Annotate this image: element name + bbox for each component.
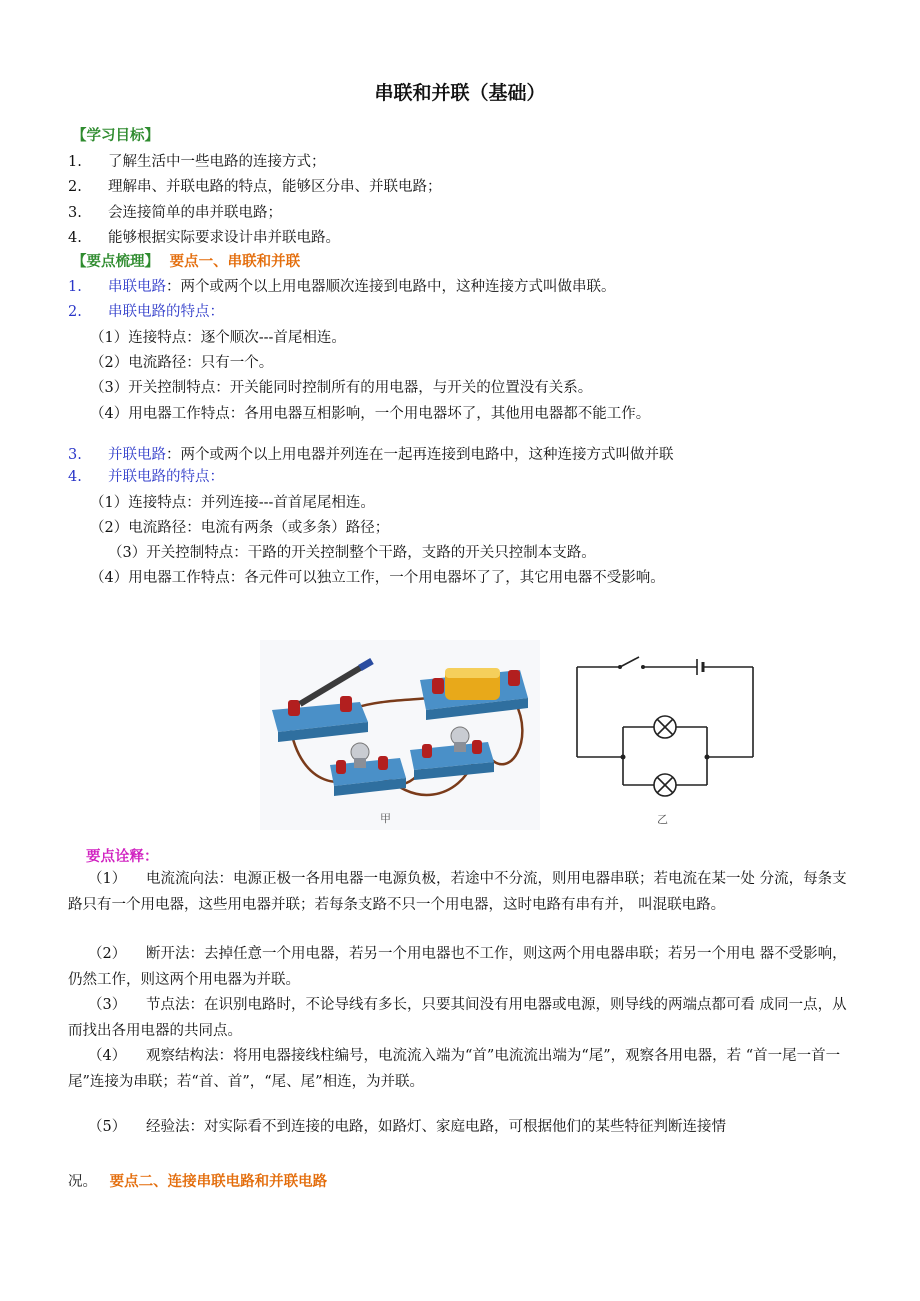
summary-heading: 【要点梳理】 [72, 254, 159, 270]
figure-label-left: 甲 [380, 812, 391, 825]
point1-heading: 要点一、串联和并联 [169, 254, 301, 270]
point2-heading: 要点二、连接串联电路和并联电路 [109, 1174, 328, 1190]
lamp-symbol [654, 774, 676, 796]
series-feature: （2）电流路径：只有一个。 [90, 355, 274, 371]
series-feature: （1）连接特点：逐个顺次---首尾相连。 [90, 330, 346, 346]
series-definition: 1. 串联电路：两个或两个以上用电器顺次连接到电路中，这种连接方式叫做串联。 [68, 279, 616, 295]
figure-label-right: 乙 [657, 813, 668, 826]
goal-item: 1. 了解生活中一些电路的连接方式； [68, 154, 326, 170]
summary-line [72, 250, 300, 271]
explain-heading: 要点诠释： [86, 849, 159, 865]
explanation-item: （4） 观察结构法：将用电器接线柱编号，电流流入端为“首”电流流出端为“尾”，观察各用电器，若 “首一尾一首一尾”连接为串联；若“首、首”，“尾、尾”相连，为并联。 [68, 1048, 841, 1090]
series-features-heading: 2. 串联电路的特点： [68, 304, 224, 320]
goal-item: 3. 会连接简单的串并联电路； [68, 205, 282, 221]
goals-heading: 【学习目标】 [72, 128, 159, 144]
parallel-definition: 3. 并联电路：两个或两个以上用电器并列连在一起再连接到电路中，这种连接方式叫做并联 [68, 447, 674, 463]
series-feature: （4）用电器工作特点：各用电器互相影响，一个用电器坏了，其他用电器都不能工作。 [90, 406, 651, 422]
parallel-feature: （3）开关控制特点：干路的开关控制整个干路，支路的开关只控制本支路。 [108, 545, 596, 561]
explanation-item: （5） 经验法：对实际看不到连接的电路，如路灯、家庭电路，可根据他们的某些特征判断连接情 [88, 1119, 726, 1135]
explanation-item: （1） 电流流向法：电源正极一各用电器一电源负极，若途中不分流，则用电器串联；若电流在某一处 分流，每条支路只有一个用电器，这些用电器并联；若每条支路不只一个用电器，这时电路有串有并， 叫混联电路。 [68, 871, 847, 913]
page-title: 串联和并联（基础） [374, 82, 546, 104]
parallel-feature: （4）用电器工作特点：各元件可以独立工作，一个用电器坏了了，其它用电器不受影响。 [90, 570, 665, 586]
parallel-feature: （1）连接特点：并列连接---首首尾尾相连。 [90, 495, 375, 511]
explanation-item: （3） 节点法：在识别电路时，不论导线有多长，只要其间没有用电器或电源，则导线的两端点都可看 成同一点，从而找出各用电器的共同点。 [68, 997, 847, 1039]
circuit-diagram-figure [565, 645, 765, 830]
parallel-features-heading: 4. 并联电路的特点： [68, 469, 224, 485]
goal-item: 4. 能够根据实际要求设计串并联电路。 [68, 230, 340, 246]
explanation-item: （2） 断开法：去掉任意一个用电器，若另一个用电器也不工作，则这两个用电器串联；若另一个用电 器不受影响，仍然工作，则这两个用电器为并联。 [68, 946, 847, 988]
last-line: 况。 要点二、连接串联电路和并联电路 [68, 1174, 328, 1190]
goal-item: 2. 理解串、并联电路的特点，能够区分串、并联电路； [68, 179, 442, 195]
physical-circuit-figure [260, 640, 540, 830]
series-feature: （3）开关控制特点：开关能同时控制所有的用电器，与开关的位置没有关系。 [90, 380, 593, 396]
lamp-symbol [654, 716, 676, 738]
parallel-feature: （2）电流路径：电流有两条（或多条）路径； [90, 520, 390, 536]
